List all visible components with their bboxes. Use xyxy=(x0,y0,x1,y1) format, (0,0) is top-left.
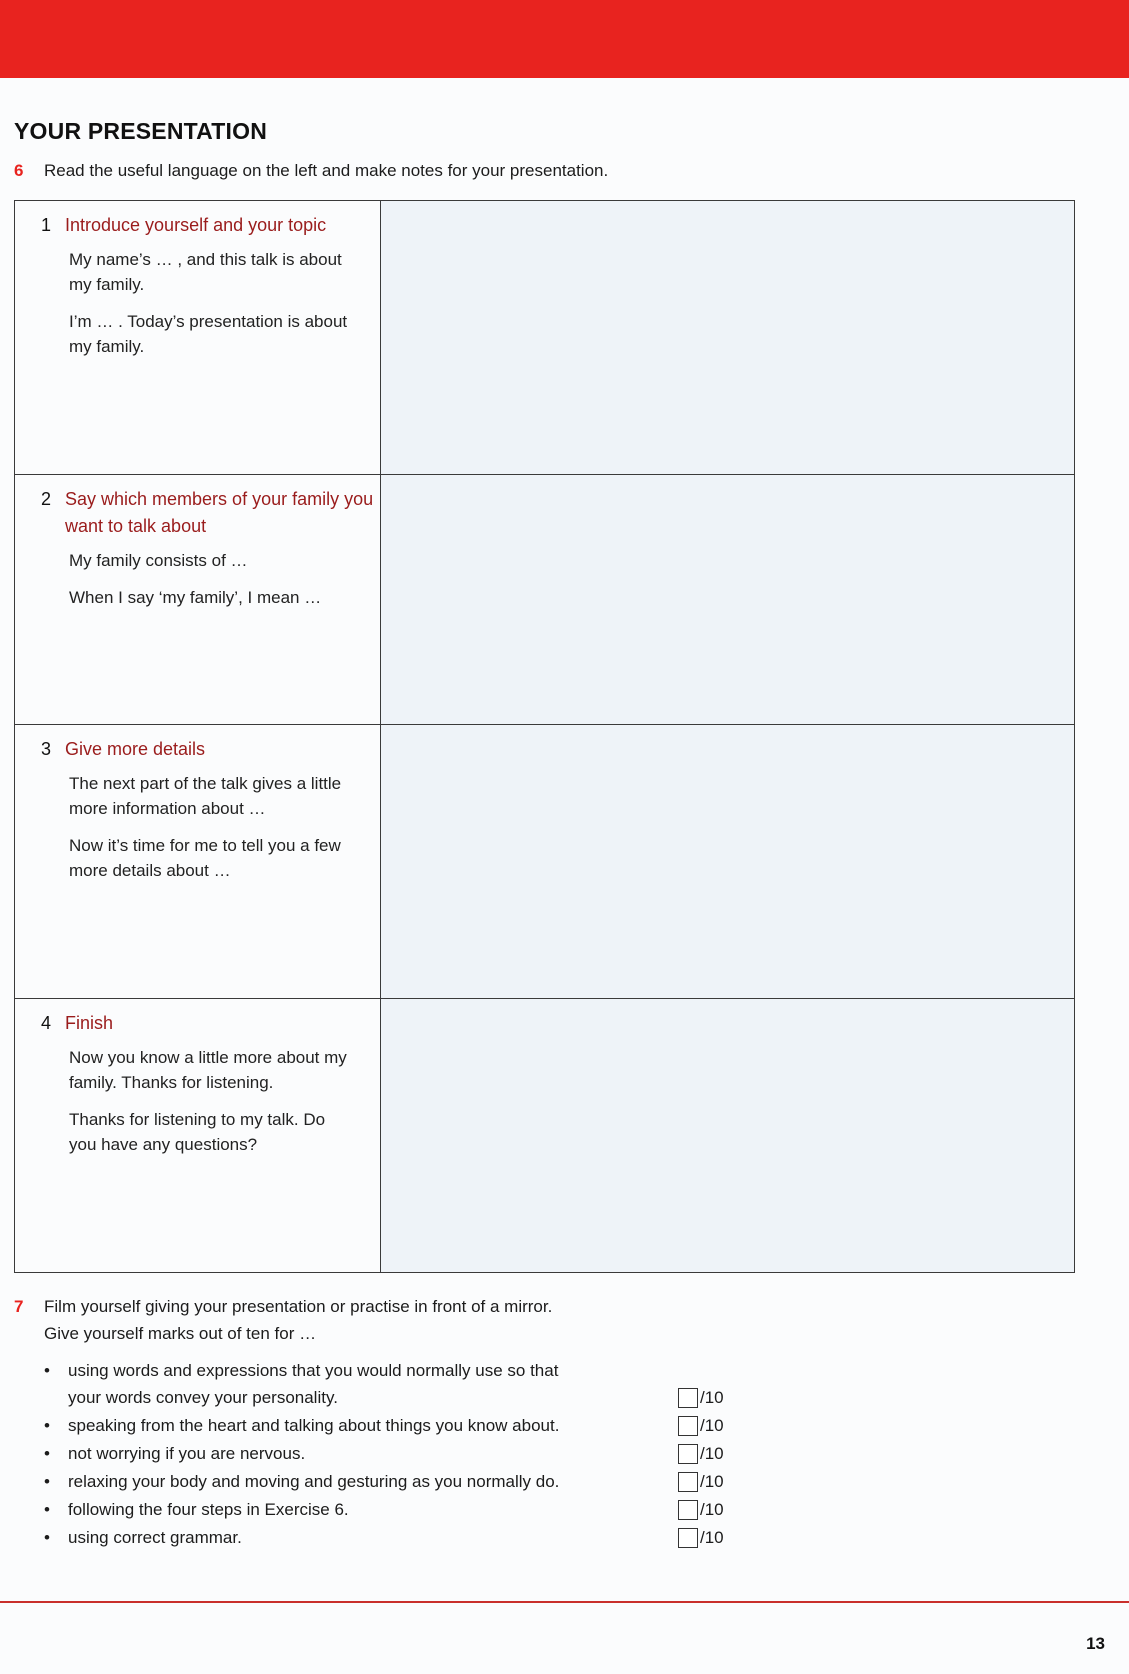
step-number: 1 xyxy=(41,215,52,235)
useful-phrase: My name’s … , and this talk is about my family. xyxy=(69,250,342,294)
step-title: Give more details xyxy=(65,739,206,759)
useful-phrase: The next part of the talk gives a little more information about … xyxy=(69,774,342,818)
bullet-icon: • xyxy=(44,1361,50,1380)
useful-phrase: My family consists of … xyxy=(69,551,248,570)
bullet-icon: • xyxy=(44,1528,50,1547)
step-title: Finish xyxy=(65,1013,114,1033)
notes-area-step-3[interactable] xyxy=(381,725,1075,999)
exercise-instruction-text: Give yourself marks out of ten for … xyxy=(44,1324,317,1343)
score-suffix: /10 xyxy=(700,1500,724,1519)
score-checkbox[interactable] xyxy=(678,1500,698,1520)
list-item xyxy=(38,1468,738,1495)
section-title: YOUR PRESENTATION xyxy=(14,118,268,144)
useful-phrase: Now it’s time for me to tell you a few more details about … xyxy=(69,836,341,880)
top-color-band xyxy=(0,0,1129,78)
criterion-text: not worrying if you are nervous. xyxy=(68,1444,306,1463)
score-suffix: /10 xyxy=(700,1472,724,1491)
score-checkbox[interactable] xyxy=(678,1444,698,1464)
score-field xyxy=(678,1440,724,1467)
step-number: 2 xyxy=(41,489,52,509)
useful-language-cell xyxy=(15,999,381,1273)
bullet-icon: • xyxy=(44,1500,50,1519)
score-suffix: /10 xyxy=(700,1444,724,1463)
useful-language-cell xyxy=(15,725,381,999)
useful-language-cell xyxy=(15,475,381,725)
list-item xyxy=(38,1357,724,1411)
step-heading xyxy=(41,736,380,763)
step-number: 3 xyxy=(41,739,52,759)
score-field xyxy=(678,1524,724,1551)
score-field xyxy=(678,1468,724,1495)
step-heading xyxy=(41,212,380,239)
list-item xyxy=(38,1496,738,1523)
table-row xyxy=(15,201,1075,475)
step-heading xyxy=(41,486,380,540)
step-number: 4 xyxy=(41,1013,52,1033)
exercise-number: 6 xyxy=(14,161,24,180)
list-item xyxy=(38,1440,738,1467)
page-number: 13 xyxy=(1086,1634,1105,1653)
presentation-notes-table xyxy=(14,200,1075,1273)
self-assessment-list xyxy=(38,1357,738,1552)
table-row xyxy=(15,475,1075,725)
table-row xyxy=(15,725,1075,999)
list-item xyxy=(38,1412,738,1439)
score-field xyxy=(678,1384,724,1411)
footer-rule xyxy=(0,1601,1129,1603)
useful-phrase: I’m … . Today’s presentation is about my family. xyxy=(69,312,348,356)
score-checkbox[interactable] xyxy=(678,1416,698,1436)
list-item xyxy=(38,1524,738,1551)
score-field xyxy=(678,1496,724,1523)
bullet-icon: • xyxy=(44,1444,50,1463)
exercise-instruction-text: Read the useful language on the left and make notes for your presentation. xyxy=(44,161,609,180)
notes-area-step-1[interactable] xyxy=(381,201,1075,475)
useful-phrase: Thanks for listening to my talk. Do you have any questions? xyxy=(69,1110,326,1154)
criterion-text: relaxing your body and moving and gesturing as you normally do. xyxy=(68,1472,560,1491)
useful-phrase: When I say ‘my family’, I mean … xyxy=(69,588,322,607)
exercise-instruction-text: Film yourself giving your presentation or practise in front of a mirror. xyxy=(44,1297,553,1316)
score-field xyxy=(678,1412,724,1439)
score-checkbox[interactable] xyxy=(678,1472,698,1492)
exercise-6-instruction xyxy=(14,157,608,184)
score-suffix: /10 xyxy=(700,1416,724,1435)
table-row xyxy=(15,999,1075,1273)
step-title: Introduce yourself and your topic xyxy=(65,215,327,235)
step-heading xyxy=(41,1010,380,1037)
score-checkbox[interactable] xyxy=(678,1528,698,1548)
exercise-number: 7 xyxy=(14,1297,24,1316)
score-checkbox[interactable] xyxy=(678,1388,698,1408)
notes-area-step-2[interactable] xyxy=(381,475,1075,725)
bullet-icon: • xyxy=(44,1416,50,1435)
step-title: Say which members of your family you want to talk about xyxy=(65,489,374,536)
notes-area-step-4[interactable] xyxy=(381,999,1075,1273)
criterion-text: using words and expressions that you would normally use so that your words convey your personality. xyxy=(68,1361,559,1407)
bullet-icon: • xyxy=(44,1472,50,1491)
score-suffix: /10 xyxy=(700,1388,724,1407)
exercise-7-instruction xyxy=(14,1293,552,1347)
criterion-text: speaking from the heart and talking about things you know about. xyxy=(68,1416,560,1435)
useful-language-cell xyxy=(15,201,381,475)
criterion-text: using correct grammar. xyxy=(68,1528,242,1547)
useful-phrase: Now you know a little more about my family. Thanks for listening. xyxy=(69,1048,347,1092)
score-suffix: /10 xyxy=(700,1528,724,1547)
criterion-text: following the four steps in Exercise 6. xyxy=(68,1500,349,1519)
